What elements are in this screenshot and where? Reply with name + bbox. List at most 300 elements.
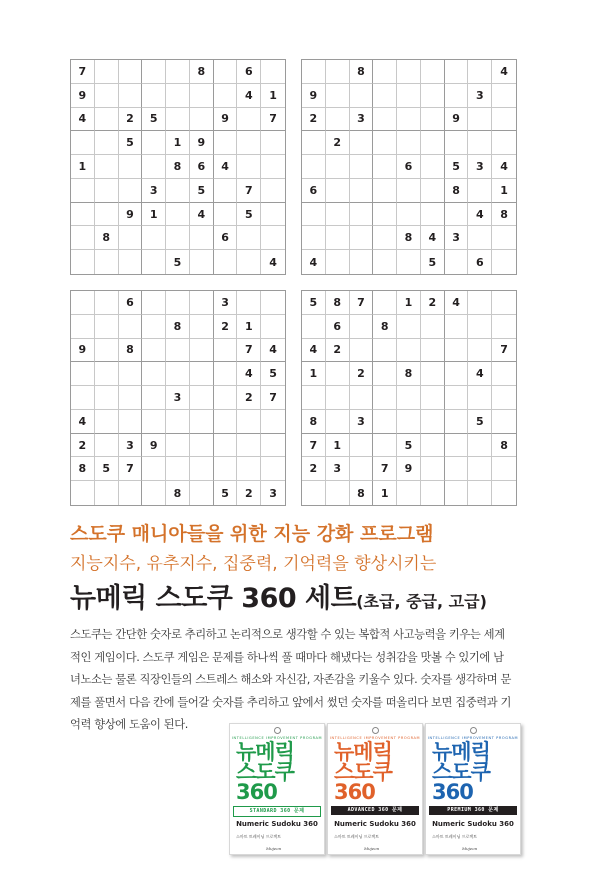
sudoku-cell: [214, 362, 238, 386]
sudoku-cell: 8: [397, 226, 421, 250]
sudoku-cell: [492, 108, 516, 132]
sudoku-cell: [468, 434, 492, 458]
sudoku-cell: [373, 108, 397, 132]
sudoku-cell: 7: [302, 434, 326, 458]
sudoku-cell: 6: [326, 315, 350, 339]
sudoku-cell: [119, 481, 143, 505]
sudoku-cell: [214, 410, 238, 434]
sudoku-cell: [302, 60, 326, 84]
sudoku-cell: [397, 315, 421, 339]
sudoku-cell: 9: [302, 84, 326, 108]
sudoku-cell: [190, 226, 214, 250]
sudoku-cell: 1: [373, 481, 397, 505]
sudoku-cell: 6: [468, 250, 492, 274]
sudoku-cell: [373, 410, 397, 434]
sudoku-cell: 4: [468, 362, 492, 386]
sudoku-cell: [468, 108, 492, 132]
sudoku-cell: [95, 481, 119, 505]
sudoku-cell: [166, 179, 190, 203]
sudoku-cell: [95, 84, 119, 108]
sudoku-cell: 8: [492, 203, 516, 227]
sudoku-cell: 8: [166, 315, 190, 339]
sudoku-cell: [214, 179, 238, 203]
sudoku-cell: 7: [71, 60, 95, 84]
book-tagline: 스마트 트레이닝 프로젝트: [334, 834, 380, 839]
sudoku-cell: [237, 131, 261, 155]
sudoku-cell: [373, 434, 397, 458]
sudoku-cell: [95, 155, 119, 179]
sudoku-cell: 7: [237, 179, 261, 203]
sudoku-cell: [421, 60, 445, 84]
sudoku-cell: [421, 386, 445, 410]
sudoku-cell: [261, 410, 285, 434]
sudoku-cell: [214, 386, 238, 410]
sudoku-cell: 2: [326, 339, 350, 363]
sudoku-cell: 3: [350, 410, 374, 434]
sudoku-cell: 3: [350, 108, 374, 132]
sudoku-cell: [350, 84, 374, 108]
sudoku-cell: [421, 410, 445, 434]
sudoku-cell: [261, 434, 285, 458]
sudoku-cell: [302, 481, 326, 505]
sudoku-cell: [237, 108, 261, 132]
sudoku-cell: [397, 60, 421, 84]
sudoku-cell: [445, 386, 469, 410]
sudoku-cell: [326, 481, 350, 505]
sudoku-cell: [119, 250, 143, 274]
sudoku-cell: 2: [326, 131, 350, 155]
sudoku-cell: [142, 315, 166, 339]
sudoku-cell: [190, 386, 214, 410]
sudoku-cell: [190, 291, 214, 315]
sudoku-cell: [142, 339, 166, 363]
subheadline-orange: 지능지수, 유추지수, 집중력, 기억력을 향상시키는: [70, 554, 437, 574]
sudoku-cell: [326, 250, 350, 274]
sudoku-grid-2: [301, 59, 517, 275]
sudoku-cell: [468, 481, 492, 505]
sudoku-cell: 1: [71, 155, 95, 179]
product-title-levels: (초급, 중급, 고급): [356, 592, 487, 611]
sudoku-cell: [326, 226, 350, 250]
sudoku-cell: [492, 362, 516, 386]
sudoku-cell: [190, 339, 214, 363]
sudoku-cell: 5: [237, 203, 261, 227]
sudoku-cell: [142, 362, 166, 386]
sudoku-cell: [71, 315, 95, 339]
sudoku-cell: [119, 226, 143, 250]
book-subtitle: Numeric Sudoku 360: [432, 820, 514, 828]
sudoku-cell: 9: [445, 108, 469, 132]
book-title-line: 360: [334, 780, 375, 804]
sudoku-cell: [445, 410, 469, 434]
sudoku-cell: 2: [350, 362, 374, 386]
sudoku-cell: 9: [119, 203, 143, 227]
sudoku-cell: [190, 108, 214, 132]
book-title-line: 스도쿠: [432, 760, 490, 784]
book-title: [334, 742, 418, 802]
sudoku-cell: 8: [350, 481, 374, 505]
sudoku-cell: [166, 203, 190, 227]
sudoku-cell: [142, 410, 166, 434]
publisher-logo-icon: [372, 727, 379, 734]
sudoku-cell: 4: [237, 84, 261, 108]
sudoku-cell: [71, 250, 95, 274]
sudoku-cell: 4: [468, 203, 492, 227]
sudoku-cell: 1: [166, 131, 190, 155]
sudoku-cell: 2: [302, 457, 326, 481]
sudoku-cell: 3: [468, 155, 492, 179]
book-title-line: 360: [236, 780, 277, 804]
sudoku-cell: [237, 250, 261, 274]
sudoku-cell: 5: [166, 250, 190, 274]
product-title: [70, 576, 487, 615]
sudoku-cell: [350, 434, 374, 458]
sudoku-cell: 1: [302, 362, 326, 386]
sudoku-cell: [214, 131, 238, 155]
sudoku-cell: [190, 434, 214, 458]
sudoku-cell: 6: [397, 155, 421, 179]
sudoku-cell: [119, 386, 143, 410]
sudoku-cell: [261, 226, 285, 250]
sudoku-cell: 3: [269, 486, 277, 500]
sudoku-cell: 1: [142, 203, 166, 227]
sudoku-cell: [373, 362, 397, 386]
description-line: 스도쿠는 간단한 숫자로 추리하고 논리적으로 생각할 수 있는 복합적 사고능력을 키우는 세계: [70, 628, 505, 641]
sudoku-cell: [95, 108, 119, 132]
sudoku-cell: [373, 60, 397, 84]
sudoku-cell: [142, 481, 166, 505]
sudoku-cell: [421, 84, 445, 108]
sudoku-cell: [397, 339, 421, 363]
sudoku-cell: [95, 131, 119, 155]
sudoku-cell: 4: [190, 203, 214, 227]
sudoku-cell: 8: [119, 339, 143, 363]
sudoku-cell: [142, 60, 166, 84]
sudoku-cell: [302, 386, 326, 410]
description-line: 녀노소는 물론 직장인들의 스트레스 해소와 자신감, 자존감을 키울수 있다. 숫자를 생각하며 문: [70, 673, 511, 686]
sudoku-cell: [373, 339, 397, 363]
sudoku-cell: 7: [261, 108, 285, 132]
sudoku-cell: [166, 410, 190, 434]
sudoku-cell: [326, 410, 350, 434]
book-title-line: 뉴메릭: [236, 740, 294, 764]
sudoku-cell: [397, 179, 421, 203]
sudoku-cell: 4: [71, 410, 95, 434]
sudoku-cell: 4: [445, 291, 469, 315]
sudoku-cell: [166, 339, 190, 363]
book-title-line: 360: [432, 780, 473, 804]
sudoku-cell: [350, 203, 374, 227]
sudoku-cell: [492, 315, 516, 339]
description-line: 제를 풀면서 다음 칸에 들어갈 숫자를 추리하고 앞에서 썼던 숫자를 떠올리다 보면 집중력과 기: [70, 695, 511, 709]
sudoku-cell: [492, 291, 516, 315]
book-title: [236, 742, 320, 802]
sudoku-cell: [71, 131, 95, 155]
sudoku-cell: [261, 315, 285, 339]
sudoku-cell: [397, 84, 421, 108]
sudoku-cell: 4: [261, 339, 285, 363]
sudoku-cell: [373, 291, 397, 315]
sudoku-cell: [237, 155, 261, 179]
sudoku-cell: [350, 226, 374, 250]
sudoku-cell: [350, 131, 374, 155]
sudoku-cell: [421, 481, 445, 505]
sudoku-cell: [166, 291, 190, 315]
sudoku-cell: [350, 250, 374, 274]
sudoku-cell: [261, 291, 285, 315]
sudoku-cell: [421, 131, 445, 155]
sudoku-cell: [142, 131, 166, 155]
sudoku-cell: 4: [492, 60, 516, 84]
sudoku-cell: [397, 386, 421, 410]
sudoku-cell: [421, 457, 445, 481]
headline-orange: 스도쿠 매니아들을 위한 지능 강화 프로그램: [70, 523, 434, 545]
sudoku-cell: [142, 291, 166, 315]
sudoku-cell: [445, 131, 469, 155]
sudoku-cell: [95, 434, 119, 458]
sudoku-cell: [261, 155, 285, 179]
sudoku-cell: 8: [350, 60, 374, 84]
sudoku-cell: [492, 457, 516, 481]
sudoku-cell: 6: [237, 60, 261, 84]
book-title-line: 스도쿠: [334, 760, 392, 784]
sudoku-cell: [95, 203, 119, 227]
sudoku-puzzles: [70, 59, 522, 507]
book-title-line: 스도쿠: [236, 760, 294, 784]
product-title-main: 뉴메릭 스도쿠 360 세트: [70, 583, 357, 614]
book-title: [432, 742, 516, 802]
sudoku-cell: [468, 386, 492, 410]
sudoku-cell: 7: [492, 339, 516, 363]
sudoku-cell: [95, 315, 119, 339]
sudoku-cell: [119, 410, 143, 434]
sudoku-cell: [166, 226, 190, 250]
book-program: INTELLIGENCE IMPROVEMENT PROGRAM: [329, 736, 421, 740]
sudoku-cell: 7: [119, 457, 143, 481]
book-tagline: 스마트 트레이닝 프로젝트: [432, 834, 478, 839]
sudoku-cell: 2: [421, 291, 445, 315]
sudoku-cell: [326, 155, 350, 179]
sudoku-cell: [71, 226, 95, 250]
sudoku-cell: [492, 410, 516, 434]
sudoku-cell: [302, 131, 326, 155]
sudoku-cell: 4: [421, 226, 445, 250]
sudoku-cell: 6: [302, 179, 326, 203]
sudoku-cell: [71, 481, 95, 505]
sudoku-cell: 6: [214, 226, 238, 250]
sudoku-cell: [421, 362, 445, 386]
sudoku-cell: 8: [302, 410, 326, 434]
book-cover: [229, 723, 325, 855]
sudoku-cell: 3: [142, 179, 166, 203]
sudoku-cell: [326, 386, 350, 410]
sudoku-cell: [350, 386, 374, 410]
sudoku-cell: [397, 481, 421, 505]
sudoku-cell: [142, 226, 166, 250]
sudoku-cell: [468, 131, 492, 155]
sudoku-cell: [261, 60, 285, 84]
sudoku-cell: [190, 362, 214, 386]
sudoku-cell: 9: [71, 339, 95, 363]
sudoku-cell: [492, 226, 516, 250]
sudoku-cell: 2: [71, 434, 95, 458]
sudoku-cell: 8: [71, 457, 95, 481]
sudoku-cell: 5: [261, 362, 285, 386]
sudoku-cell: [492, 386, 516, 410]
sudoku-cell: [95, 410, 119, 434]
sudoku-cell: [190, 410, 214, 434]
sudoku-cell: [350, 339, 374, 363]
sudoku-cell: 8: [190, 60, 214, 84]
sudoku-cell: [142, 457, 166, 481]
sudoku-cell: 9: [190, 131, 214, 155]
sudoku-cell: [373, 386, 397, 410]
sudoku-cell: 1: [397, 291, 421, 315]
book-tagline: 스마트 트레이닝 프로젝트: [236, 834, 282, 839]
sudoku-cell: [190, 250, 214, 274]
sudoku-cell: 8: [166, 155, 190, 179]
sudoku-cell: [142, 250, 166, 274]
sudoku-cell: [492, 481, 516, 505]
sudoku-cell: [326, 179, 350, 203]
sudoku-cell: [95, 179, 119, 203]
sudoku-cell: [373, 179, 397, 203]
book-edition-band: STANDARD 360 문제: [233, 806, 321, 817]
sudoku-cell: [397, 108, 421, 132]
sudoku-cell: [326, 108, 350, 132]
sudoku-cell: [468, 339, 492, 363]
sudoku-cell: [421, 315, 445, 339]
sudoku-cell: [71, 362, 95, 386]
sudoku-cell: 3: [326, 457, 350, 481]
sudoku-cell: 8: [373, 315, 397, 339]
sudoku-cell: [166, 362, 190, 386]
sudoku-cell: [190, 315, 214, 339]
sudoku-cell: [237, 226, 261, 250]
sudoku-cell: [119, 315, 143, 339]
sudoku-cell: 5: [119, 131, 143, 155]
sudoku-cell: [492, 131, 516, 155]
sudoku-cell: [190, 84, 214, 108]
sudoku-cell: [95, 362, 119, 386]
sudoku-cell: [373, 250, 397, 274]
sudoku-cell: [468, 226, 492, 250]
sudoku-cell: [95, 250, 119, 274]
book-title-line: 뉴메릭: [432, 740, 490, 764]
sudoku-cell: 5: [302, 291, 326, 315]
sudoku-cell: 8: [445, 179, 469, 203]
sudoku-cell: [95, 60, 119, 84]
sudoku-cell: [468, 457, 492, 481]
sudoku-cell: [445, 362, 469, 386]
sudoku-cell: [421, 339, 445, 363]
sudoku-cell: [326, 60, 350, 84]
sudoku-cell: 2: [214, 315, 238, 339]
book-subtitle: Numeric Sudoku 360: [236, 820, 318, 828]
sudoku-cell: [214, 250, 238, 274]
book-publisher: Mujeon: [462, 846, 478, 851]
sudoku-cell: [214, 434, 238, 458]
sudoku-cell: 7: [373, 457, 397, 481]
sudoku-cell: 9: [142, 434, 166, 458]
sudoku-cell: [445, 457, 469, 481]
sudoku-cell: 7: [261, 386, 285, 410]
sudoku-cell: 7: [237, 339, 261, 363]
description-line: 적인 게임이다. 스도쿠 게임은 문제를 하나씩 풀 때마다 해냈다는 성취감을 맛볼 수 있기에 남: [70, 650, 504, 664]
sudoku-cell: [261, 179, 285, 203]
sudoku-cell: [445, 60, 469, 84]
sudoku-cell: [397, 250, 421, 274]
sudoku-cell: [190, 481, 214, 505]
sudoku-cell: [190, 457, 214, 481]
sudoku-cell: [166, 84, 190, 108]
sudoku-cell: [302, 203, 326, 227]
book-edition-band: PREMIUM 360 문제: [429, 806, 517, 815]
sudoku-cell: 1: [326, 434, 350, 458]
sudoku-cell: [95, 291, 119, 315]
sudoku-cell: 2: [237, 481, 261, 505]
sudoku-cell: 5: [190, 179, 214, 203]
publisher-logo-icon: [470, 727, 477, 734]
book-program: INTELLIGENCE IMPROVEMENT PROGRAM: [427, 736, 519, 740]
sudoku-cell: [445, 315, 469, 339]
sudoku-cell: 8: [166, 481, 190, 505]
sudoku-cell: [421, 434, 445, 458]
sudoku-cell: 2: [119, 108, 143, 132]
sudoku-cell: [214, 339, 238, 363]
sudoku-cell: [326, 362, 350, 386]
sudoku-cell: [71, 203, 95, 227]
book-cover: [327, 723, 423, 855]
sudoku-cell: [119, 362, 143, 386]
sudoku-cell: 8: [326, 291, 350, 315]
sudoku-cell: [71, 179, 95, 203]
sudoku-grid-4: [301, 290, 517, 506]
sudoku-cell: [119, 84, 143, 108]
sudoku-cell: 2: [302, 108, 326, 132]
sudoku-cell: [302, 315, 326, 339]
sudoku-cell: [445, 434, 469, 458]
sudoku-cell: [166, 434, 190, 458]
sudoku-cell: [468, 179, 492, 203]
sudoku-cell: [421, 155, 445, 179]
book-publisher: Mujeon: [266, 846, 282, 851]
sudoku-cell: [142, 155, 166, 179]
sudoku-cell: [421, 203, 445, 227]
sudoku-cell: 5: [397, 434, 421, 458]
sudoku-cell: [421, 179, 445, 203]
sudoku-cell: [445, 481, 469, 505]
sudoku-cell: [326, 84, 350, 108]
sudoku-cell: [326, 203, 350, 227]
sudoku-cell: [119, 155, 143, 179]
sudoku-cell: [95, 339, 119, 363]
sudoku-cell: 8: [397, 362, 421, 386]
sudoku-cell: [350, 315, 374, 339]
publisher-logo-icon: [274, 727, 281, 734]
sudoku-cell: [261, 131, 285, 155]
sudoku-cell: [445, 203, 469, 227]
book-edition-band: ADVANCED 360 문제: [331, 806, 419, 815]
sudoku-cell: [119, 60, 143, 84]
sudoku-cell: [397, 203, 421, 227]
sudoku-cell: 5: [421, 250, 445, 274]
sudoku-grid-3: [70, 290, 286, 506]
sudoku-cell: [468, 291, 492, 315]
sudoku-cell: [468, 60, 492, 84]
book-program: INTELLIGENCE IMPROVEMENT PROGRAM: [231, 736, 323, 740]
sudoku-cell: 8: [95, 226, 119, 250]
